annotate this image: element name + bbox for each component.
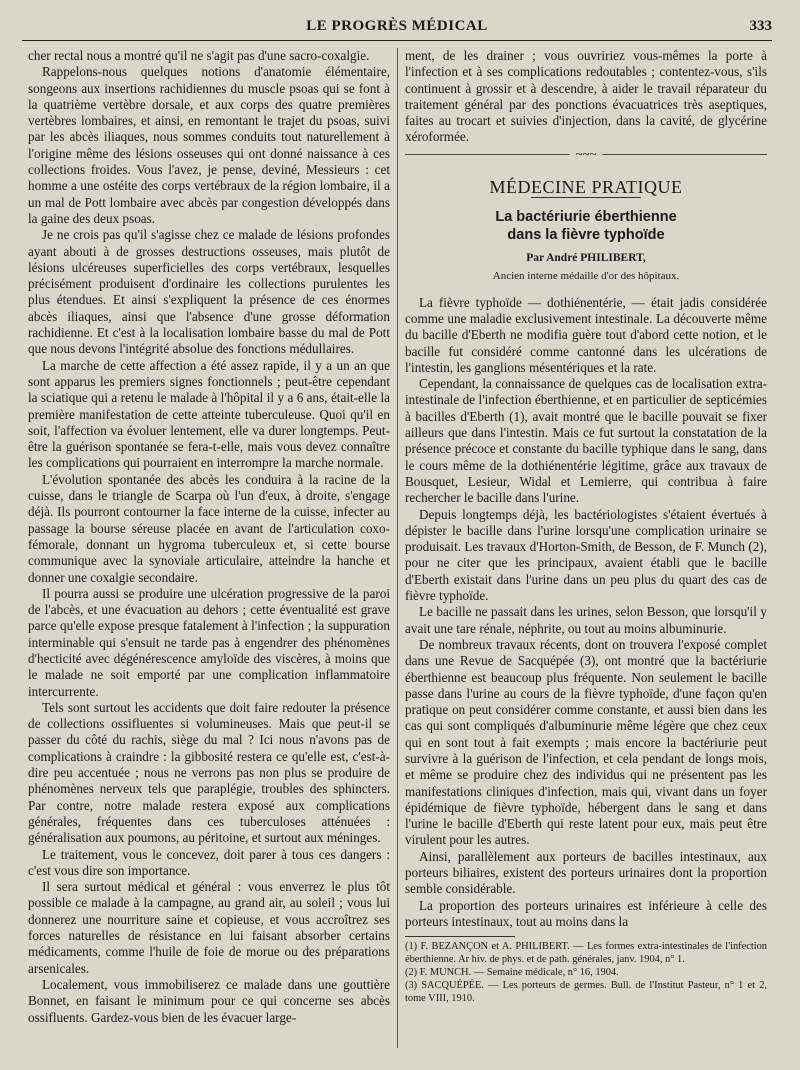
paragraph: La marche de cette affection a été assez rapide, il y a un an que sont apparus les premiers signes fonctionnels ; peut-être cependant la sciatique qui a retenu le malade à l'hôpital il y a 6 ans, était-elle la première manifestation de cette atteinte tuberculeuse. Quoi qu'il en soit, l'affection va évoluer lentement, elle va durer longtemps. Peut-être la guérison spontanée se fera-t-elle, mais vous devez connaître les complications qui pourraient en interrompre la marche normale. bbox=[28, 357, 390, 471]
footnote: (3) SACQUÉPÉE. — Les porteurs de germes. Bull. de l'Institut Pasteur, n° 1 et 2, tome VIII, 1910. bbox=[405, 980, 767, 1004]
heading-rule bbox=[531, 197, 641, 198]
article-title-line: dans la fièvre typhoïde bbox=[507, 227, 665, 244]
paragraph: La proportion des porteurs urinaires est inférieure à celle des porteurs intestinaux, tout au moins dans la bbox=[405, 897, 767, 929]
paragraph: Il pourra aussi se produire une ulcération progressive de la paroi de l'abcès, et une évacuation au dehors ; cette éventualité est grave parce qu'elle expose presque fatalement à l'infection ; la suppuration interminable qui s'ensuit ne tarde pas à engendrer des phénomènes d'hecticité avec dégénérescence amyloïde des viscères, à moins que le malade ne soit emporté par une complication inflammatoire intercurrente. bbox=[28, 585, 390, 699]
column-divider bbox=[397, 48, 398, 1048]
paragraph: ment, de les drainer ; vous ouvririez vous-mêmes la porte à l'infection et à ses complications redoutables ; contentez-vous, s'ils continuent à grossir et à descendre, à aider le travail réparateur du traitement général par des ponctions évacuatrices très aseptiques, faites au trocart et suivies d'injection, dans la cavité, de glycérine xéroformée. bbox=[405, 48, 767, 145]
paragraph: L'évolution spontanée des abcès les conduira à la racine de la cuisse, dans le triangle de Scarpa où l'un d'eux, à droite, s'engage déjà. Ils pourront contourner la face interne de la cuisse, infecter au passage la bourse séreuse placée en avant de l'articulation coxo-fémorale, donnant un hygroma tuberculeux et, si cette bourse communique avec la synoviale articulaire, atteindre la hanche et donner une coxalgie secondaire. bbox=[28, 471, 390, 585]
paragraph: Ainsi, parallèlement aux porteurs de bacilles intestinaux, aux porteurs biliaires, existent des porteurs urinaires dont la proportion semble considérable. bbox=[405, 848, 767, 897]
journal-title: LE PROGRÈS MÉDICAL bbox=[306, 18, 488, 34]
ornament-glyph: ~~~ bbox=[569, 146, 602, 162]
right-column bbox=[405, 48, 767, 1006]
paragraph: Depuis longtemps déjà, les bactériologistes s'étaient évertués à dépister le bacille dans l'urine lorsqu'une complication urinaire se produisait. Les travaux d'Horton-Smith, de Besson, de F. Munch (2), pour ne citer que les principaux, avaient établi que le bacille d'Eberth existait dans l'urine dans un peu plus du quart des cas de fièvre typhoïde. bbox=[405, 506, 767, 604]
article-byline: Par André PHILIBERT, bbox=[526, 252, 646, 265]
page-header bbox=[22, 18, 772, 41]
paragraph: La fièvre typhoïde — dothiénentérie, — était jadis considérée comme une maladie exclusivement intestinale. La découverte même du bacille d'Eberth ne modifia guère tout d'abord cette notion, et le bacille fut considéré comme cantonné dans les ulcérations de l'intestin, les ganglions mésentériques et la rate. bbox=[405, 294, 767, 375]
article-title-line: La bactériurie éberthienne bbox=[495, 209, 677, 226]
section-ornament bbox=[405, 145, 767, 165]
paragraph: Localement, vous immobiliserez ce malade dans une gouttière Bonnet, en faisant le minimum pour ce qui concerne ses abcès ossifluents. Gardez-vous bien de les évacuer large- bbox=[28, 976, 390, 1025]
page-number: 333 bbox=[749, 18, 772, 34]
article-title bbox=[405, 208, 767, 244]
paragraph: cher rectal nous a montré qu'il ne s'agit pas d'une sacro-coxalgie. bbox=[28, 48, 370, 63]
paragraph: Le traitement, vous le concevez, doit parer à tous ces dangers : c'est vous dire son importance. bbox=[28, 846, 390, 878]
paragraph: Cependant, la connaissance de quelques cas de localisation extra-intestinale de l'infection éberthienne, et en particulier de septicémies à bacilles d'Eberth (1), avait montré que le bacille pouvait se fixer ailleurs que dans l'intestin. Mais ce fut surtout la constatation de la présence précoce et constante du bacille typhique dans le sang, dans le cours même de la dothiénentérie légitime, grâce aux travaux de Bousquet, Lesieur, Widal et Lemierre, qui contribua à faire rechercher le bacille dans l'urine. bbox=[405, 376, 767, 506]
paragraph: Je ne crois pas qu'il s'agisse chez ce malade de lésions profondes ayant abouti à de grosses destructions osseuses, mais plutôt de lésions ulcéreuses superficielles des corps vertébraux, lesquelles précisément produisent d'ordinaire les collections purulentes les plus étendues. Et ainsi s'expliquent la présence de ces énormes abcès iliaques, ainsi que l'absence d'une grosse déformation rachidienne. Et c'est à la localisation lombaire basse du mal de Pott que nous devons l'intégrité absolue des fonctions médullaires. bbox=[28, 227, 390, 357]
left-column bbox=[28, 48, 390, 1026]
paragraph: Tels sont surtout les accidents que doit faire redouter la présence de collections ossifluentes si volumineuses. Mais que peut-il se passer du côté du rachis, siège du mal ? Ici nous n'avons pas de complications à craindre : la gibbosité restera ce qu'elle est, c'est-à-dire peu accentuée ; nous ne verrons pas non plus se produire de phénomènes nerveux tels que paraplégie, troubles des sphincters. Par contre, notre malade restera exposé aux complications générales, fréquentes dans ces tuberculoses atténuées : généralisation aux poumons, au péritoine, et surtout aux méninges. bbox=[28, 699, 390, 846]
footnote: (2) F. MUNCH. — Semaine médicale, n° 16, 1904. bbox=[405, 967, 619, 979]
footnote-rule bbox=[405, 936, 515, 937]
footnote: (1) F. BEZANÇON et A. PHILIBERT. — Les formes extra-intestinales de l'infection éberthienne. Ar hiv. de phys. et de path. générales, janv. 1904, n° 1. bbox=[405, 941, 767, 965]
paragraph: Le bacille ne passait dans les urines, selon Besson, que lorsqu'il y avait une tare rénale, néphrite, ou tout au moins albuminurie. bbox=[405, 604, 767, 636]
paragraph: De nombreux travaux récents, dont on trouvera l'exposé complet dans une Revue de Sacquépée (3), ont montré que la bactériurie éberthienne est beaucoup plus fréquente. Non seulement le bacille passe dans l'urine au cours de la fièvre typhoïde, d'une façon qu'en pratique on peut considérer comme constante, et aussi bien dans les cas qui sont compliqués d'albuminurie même légère que chez ceux qui en sont tout à fait exempts ; mais encore la bactériurie peut survivre à la guérison de l'infection, et cela pendant de longs mois, et même se produire chez des individus qui ne présentent pas les manifestations cliniques d'infection, mais qui, vivant dans un foyer épidémique de fièvre typhoïde, hébergent dans le sang et dans l'urine le bacille d'Eberth qui reste latent pour eux, mais peut être virulent pour les autres. bbox=[405, 636, 767, 848]
section-heading: MÉDECINE PRATIQUE bbox=[489, 176, 683, 197]
paragraph: Il sera surtout médical et général : vous enverrez le plus tôt possible ce malade à la campagne, au grand air, au soleil ; vous lui donnerez une nourriture saine et copieuse, et vous accroîtrez ses forces naturelles de résistance en lui faisant absorber certains médicaments, comme l'huile de foie de morue ou des préparations arsenicales. bbox=[28, 879, 390, 976]
author-affiliation: Ancien interne médaille d'or des hôpitaux. bbox=[492, 270, 680, 283]
paragraph: Rappelons-nous quelques notions d'anatomie élémentaire, songeons aux insertions rachidiennes du muscle psoas qui se font à la quatrième vertèbre dorsale, et aux corps des quatre premières vertèbres lombaires, et ainsi, en remontant le trajet du psoas, suivi par les abcès iliaques, nous sommes conduits tout naturellement à l'origine même des lésions osseuses qui ont donné naissance à ces collections froides. Vous l'avez, je pense, deviné, Messieurs : cet homme a une ostéite des corps vertébraux de la région lombaire, il a un mal de Pott lombaire avec abcès par congestion développés dans la gaine des deux psoas. bbox=[28, 64, 390, 226]
